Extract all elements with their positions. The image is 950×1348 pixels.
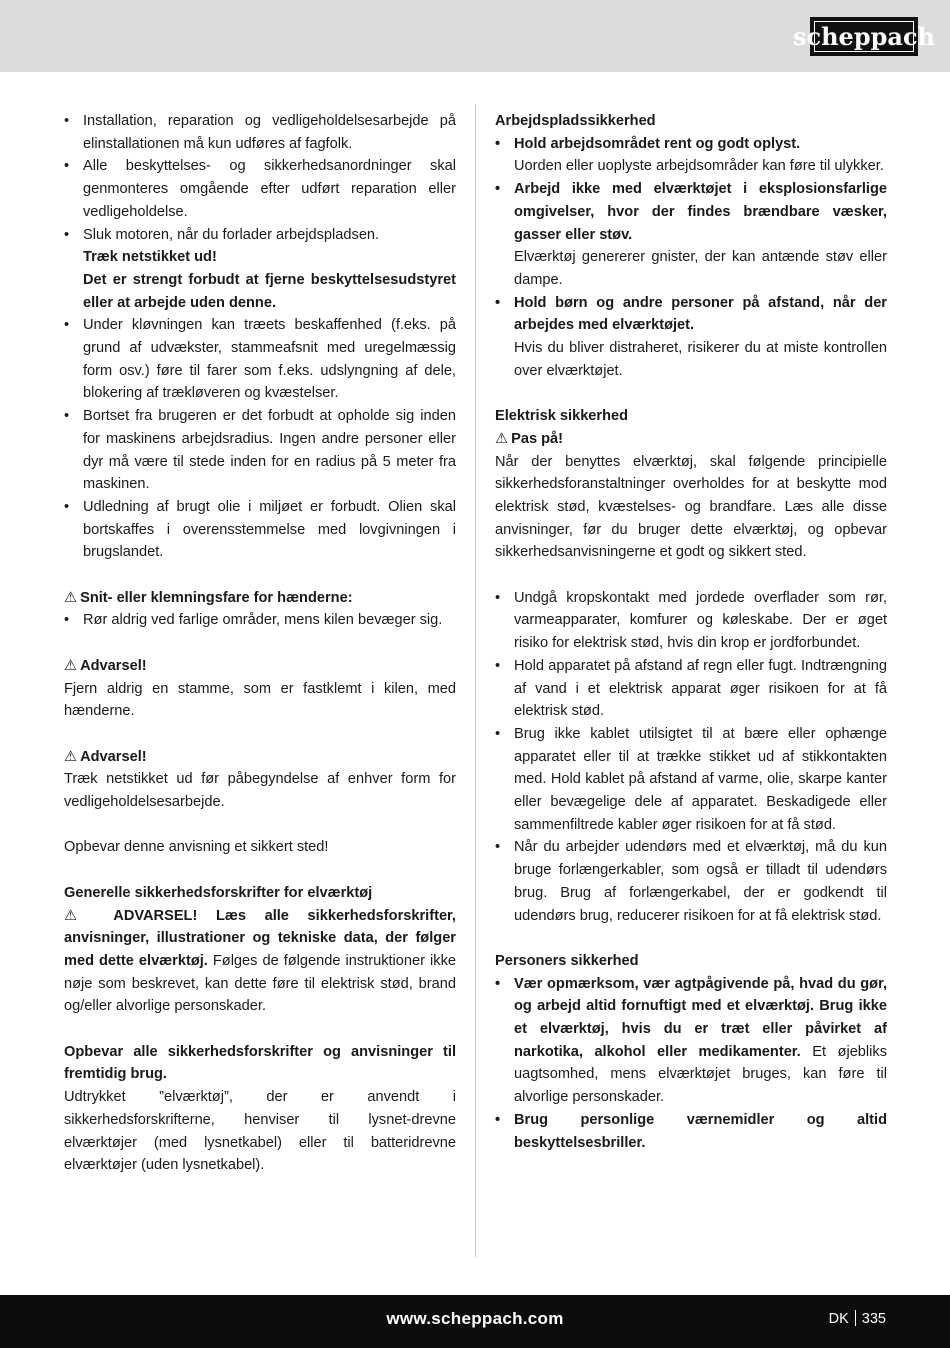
warning-triangle-icon: ⚠ <box>64 657 78 674</box>
list-item: • Under kløvningen kan træets beskaffenhed (f.eks. på grund af udvækster, stammeafsnit med uregelmæssig form osv.) føre til farer som f.eks. udslyngning af dele, blokering af trækløveren og kvæstelser. <box>64 314 456 405</box>
list-item-text: Et øjebliks uagtsomhed, mens elværktøjet bruges, kan føre til alvorlige personskader. <box>514 1043 888 1106</box>
electrical-safety-intro: Når der benyttes elværktøj, skal følgende principielle sikkerhedsforanstaltninger overholdes for at beskytte mod elektrisk stød, kvæstelses- og brandfare. Læs alle disse anvisninger, før du bruger dette elværktøj, og opbevar sikkerhedsanvisningerne et godt og sikkert sted. <box>495 453 887 561</box>
list-item: • Bortset fra brugeren er det forbudt at opholde sig inden for maskinens arbejdsradius. Ingen andre personer eller dyr må være til stede inden for en radius på 5 meter fra maskinen. <box>64 405 456 496</box>
list-item: • Rør aldrig ved farlige områder, mens kilen bevæger sig. <box>64 609 456 632</box>
language-code: DK <box>828 1311 849 1327</box>
snit-heading-text: Snit- eller klemningsfare for hænderne: <box>80 589 353 606</box>
list-item: • Hold apparatet på afstand af regn eller fugt. Indtrængning af vand i et elektrisk apparat øger risikoen for at få elektrisk stød. <box>495 655 887 723</box>
list-item-bold: Vær opmærksom, vær agtpågivende på, hvad du gør, og arbejd altid fornuftigt med et elværktøj. Brug ikke et elværktøj, hvis du er træt eller påvirket af narkotika, alkohol eller medikamenter. <box>514 975 887 1060</box>
snit-heading <box>64 587 456 610</box>
list-item <box>64 224 456 315</box>
list-item <box>495 178 887 292</box>
snit-list <box>64 609 456 632</box>
page-indicator <box>829 1310 886 1327</box>
list-item-bold: Hold arbejdsområdet rent og godt oplyst. <box>514 135 801 152</box>
list-item-text: Hvis du bliver distraheret, risikerer du at miste kontrollen over elværktøjet. <box>514 340 887 379</box>
list-item-text: Elværktøj genererer gnister, der kan antænde støv eller dampe. <box>514 249 887 288</box>
list-item: • Brug ikke kablet utilsigtet til at bære eller ophænge apparatet eller til at trække stikket ud af stikkontakten med. Hold kablet på afstand af varme, olie, skarpe kanter eller bevægelige dele af apparatet. Beskadigede eller sammenfiltrede kabler øger risikoen for at få stød. <box>495 723 887 837</box>
list-item <box>495 133 887 178</box>
maintenance-list <box>64 110 456 564</box>
store-instructions-text: Udtrykket ”elværktøj”, der er anvendt i sikkerhedsforskrifterne, henviser til lysnet-drevne elværktøjer (med lysnetkabel) eller til batteridrevne elværktøjer (uden lysnetkabel). <box>64 1089 456 1174</box>
website-link[interactable]: www.scheppach.com <box>386 1309 564 1328</box>
general-safety-heading: Generelle sikkerhedsforskrifter for elværktøj <box>64 884 373 901</box>
workplace-safety-list <box>495 133 887 383</box>
page-number: 335 <box>861 1311 886 1327</box>
warning-triangle-icon: ⚠ <box>64 589 78 606</box>
footer-bar <box>0 1295 950 1348</box>
brand-logo-text: scheppach <box>792 22 936 51</box>
store-instructions-heading: Opbevar alle sikkerhedsforskrifter og anvisninger til fremtidig brug. <box>64 1043 456 1083</box>
guard-removal-warning: Det er strengt forbudt at fjerne beskyttelsesudstyret eller at arbejde uden denne. <box>83 271 456 311</box>
list-item: • Udledning af brugt olie i miljøet er forbudt. Olien skal bortskaffes i overensstemmelse med lovgivningen i brugslandet. <box>64 496 456 564</box>
workplace-safety-heading: Arbejdspladssikkerhed <box>495 113 656 129</box>
list-item-bold: Hold børn og andre personer på afstand, når der arbejdes med elværktøjet. <box>514 294 887 334</box>
list-item: • Undgå kropskontakt med jordede overflader som rør, varmeapparater, komfurer og køleskabe. Der er øget risiko for elektrisk stød, hvis din krop er jordforbundet. <box>495 587 887 655</box>
general-safety-bold: ADVARSEL! Læs alle sikkerhedsforskrifter, anvisninger, illustrationer og tekniske data, der følger med dette elværktøj. <box>64 907 456 969</box>
list-item-bold: Brug personlige værnemidler og altid beskyttelsesbriller. <box>514 1111 887 1151</box>
unplug-warning: Træk netstikket ud! <box>83 249 217 266</box>
list-item <box>495 973 887 1109</box>
warning-heading <box>64 655 456 678</box>
warning-text: Træk netstikket ud før påbegyndelse af enhver form for vedligeholdelsesarbejde. <box>64 771 456 811</box>
list-item: • Alle beskyttelses- og sikkerhedsanordninger skal genmonteres omgående efter udført reparation eller vedligeholdelse. <box>64 155 456 223</box>
left-column <box>64 110 456 1177</box>
warning-heading-text: Advarsel! <box>80 657 147 674</box>
list-item: • Installation, reparation og vedligeholdelsesarbejde på elinstallationen må kun udføres af fagfolk. <box>64 110 456 155</box>
keep-instructions-text: Opbevar denne anvisning et sikkert sted! <box>64 839 329 856</box>
general-safety-body: Følges de følgende instruktioner ikke nøje som beskrevet, kan dette føre til elektrisk stød, brand og/eller alvorlige personskader. <box>64 952 456 1015</box>
electrical-safety-heading: Elektrisk sikkerhed <box>495 408 629 425</box>
list-item <box>495 292 887 383</box>
right-column <box>495 110 887 1154</box>
warning-heading-text: Advarsel! <box>80 748 147 765</box>
general-safety-text <box>64 905 456 1019</box>
warning-triangle-icon: ⚠ <box>495 430 509 447</box>
electrical-safety-list <box>495 587 887 928</box>
warning-triangle-icon: ⚠ <box>64 748 78 765</box>
list-item-text: Sluk motoren, når du forlader arbejdspladsen. <box>83 226 380 243</box>
list-item: • Når du arbejder udendørs med et elværktøj, må du kun bruge forlængerkabler, som også er tilladt til udendørs brug. Brug af forlængerkabel, der er godkendt til udendørs brug, reducerer risikoen for at få elektrisk stød. <box>495 836 887 927</box>
caution-label <box>495 428 887 451</box>
list-item-text: Uorden eller uoplyste arbejdsområder kan føre til ulykker. <box>514 158 884 175</box>
personal-safety-list <box>495 973 887 1155</box>
column-divider <box>475 104 476 1257</box>
page-separator <box>855 1310 856 1326</box>
warning-heading <box>64 746 456 769</box>
caution-label-text: Pas på! <box>511 430 564 447</box>
personal-safety-heading: Personers sikkerhed <box>495 952 639 969</box>
brand-logo <box>792 17 936 56</box>
warning-triangle-icon: ⚠ <box>64 907 92 924</box>
list-item-bold: Arbejd ikke med elværktøjet i eksplosionsfarlige omgivelser, hvor der findes brændbare væsker, gasser eller støv. <box>514 181 887 243</box>
list-item <box>495 1109 887 1154</box>
warning-text: Fjern aldrig en stamme, som er fastklemt i kilen, med hænderne. <box>64 680 456 720</box>
